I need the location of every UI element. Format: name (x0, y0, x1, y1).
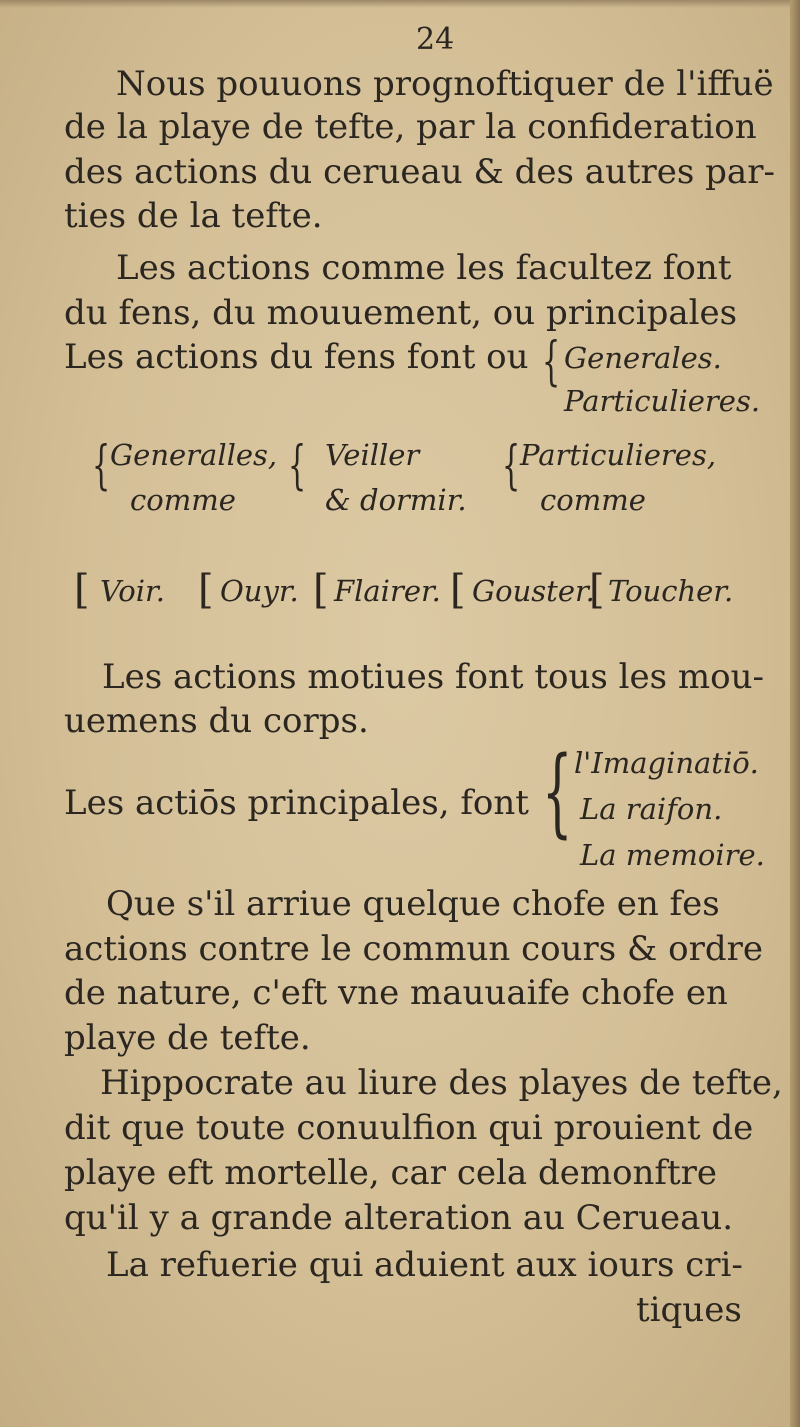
text-line: de la playe de tefte, par la confideration (64, 107, 757, 147)
text-line: uemens du corps. (64, 701, 369, 741)
text-line: dit que toute conuulfion qui prouient de (64, 1108, 754, 1148)
text-line: playe eft mortelle, car cela demonftre (64, 1153, 718, 1193)
generales-label: Generalles, (110, 438, 278, 472)
text-line: ties de la tefte. (64, 196, 323, 236)
text-line: qu'il y a grande alteration au Cerueau. (64, 1198, 734, 1238)
page-number: 24 (416, 22, 455, 57)
dormir-label: & dormir. (325, 483, 467, 517)
particulieres-label: Particulieres, (520, 438, 717, 472)
sense-flairer: Flairer. (334, 574, 441, 608)
option-raison: La raifon. (580, 792, 723, 826)
bracket-mark: [ (313, 567, 329, 613)
text-line: playe de tefte. (64, 1018, 311, 1058)
bracket-mark: [ (198, 567, 214, 613)
brace-mark: { (502, 436, 521, 496)
sense-toucher: Toucher. (608, 574, 734, 608)
bracket-mark: [ (74, 567, 90, 613)
generales-comme: comme (130, 483, 236, 517)
bracket-mark: [ (589, 567, 605, 613)
text-line: Les actions comme les facultez font (116, 248, 732, 288)
text-line: Les actions motiues font tous les mou- (102, 657, 765, 697)
brace-mark: { (288, 436, 307, 496)
particulieres-comme: comme (540, 483, 646, 517)
text-line: Que s'il arriue quelque chofe en fes (106, 884, 720, 924)
page-top-edge (0, 0, 800, 8)
option-imagination: l'Imaginatiō. (574, 746, 759, 780)
text-line: La refuerie qui aduient aux iours cri- (106, 1245, 743, 1285)
text-line: Hippocrate au liure des playes de tefte, (100, 1063, 783, 1103)
veiller-label: Veiller (325, 438, 420, 472)
sens-lead: Les actions du fens font ou (64, 337, 529, 377)
bracket-mark: [ (450, 567, 466, 613)
text-line: de nature, c'eft vne mauuaife chofe en (64, 973, 728, 1013)
option-particulieres: Particulieres. (564, 384, 761, 418)
catchword: tiques (636, 1290, 742, 1330)
sense-voir: Voir. (100, 574, 165, 608)
text-line: des actions du cerueau & des autres par- (64, 152, 775, 192)
principales-lead: Les actiōs principales, font (64, 783, 529, 823)
brace-mark: { (542, 332, 561, 392)
option-generales: Generales. (564, 341, 722, 375)
option-memoire: La memoire. (580, 838, 765, 872)
brace-mark: { (542, 736, 573, 848)
text-line: Nous pouuons prognoftiquer de l'iffuë (116, 64, 774, 104)
text-line: actions contre le commun cours & ordre (64, 929, 763, 969)
sense-gouster: Gouster. (472, 574, 595, 608)
sense-ouyr: Ouyr. (220, 574, 299, 608)
brace-mark: { (92, 436, 111, 496)
text-line: du fens, du mouuement, ou principales (64, 293, 738, 333)
page-binding-edge (790, 0, 800, 1427)
